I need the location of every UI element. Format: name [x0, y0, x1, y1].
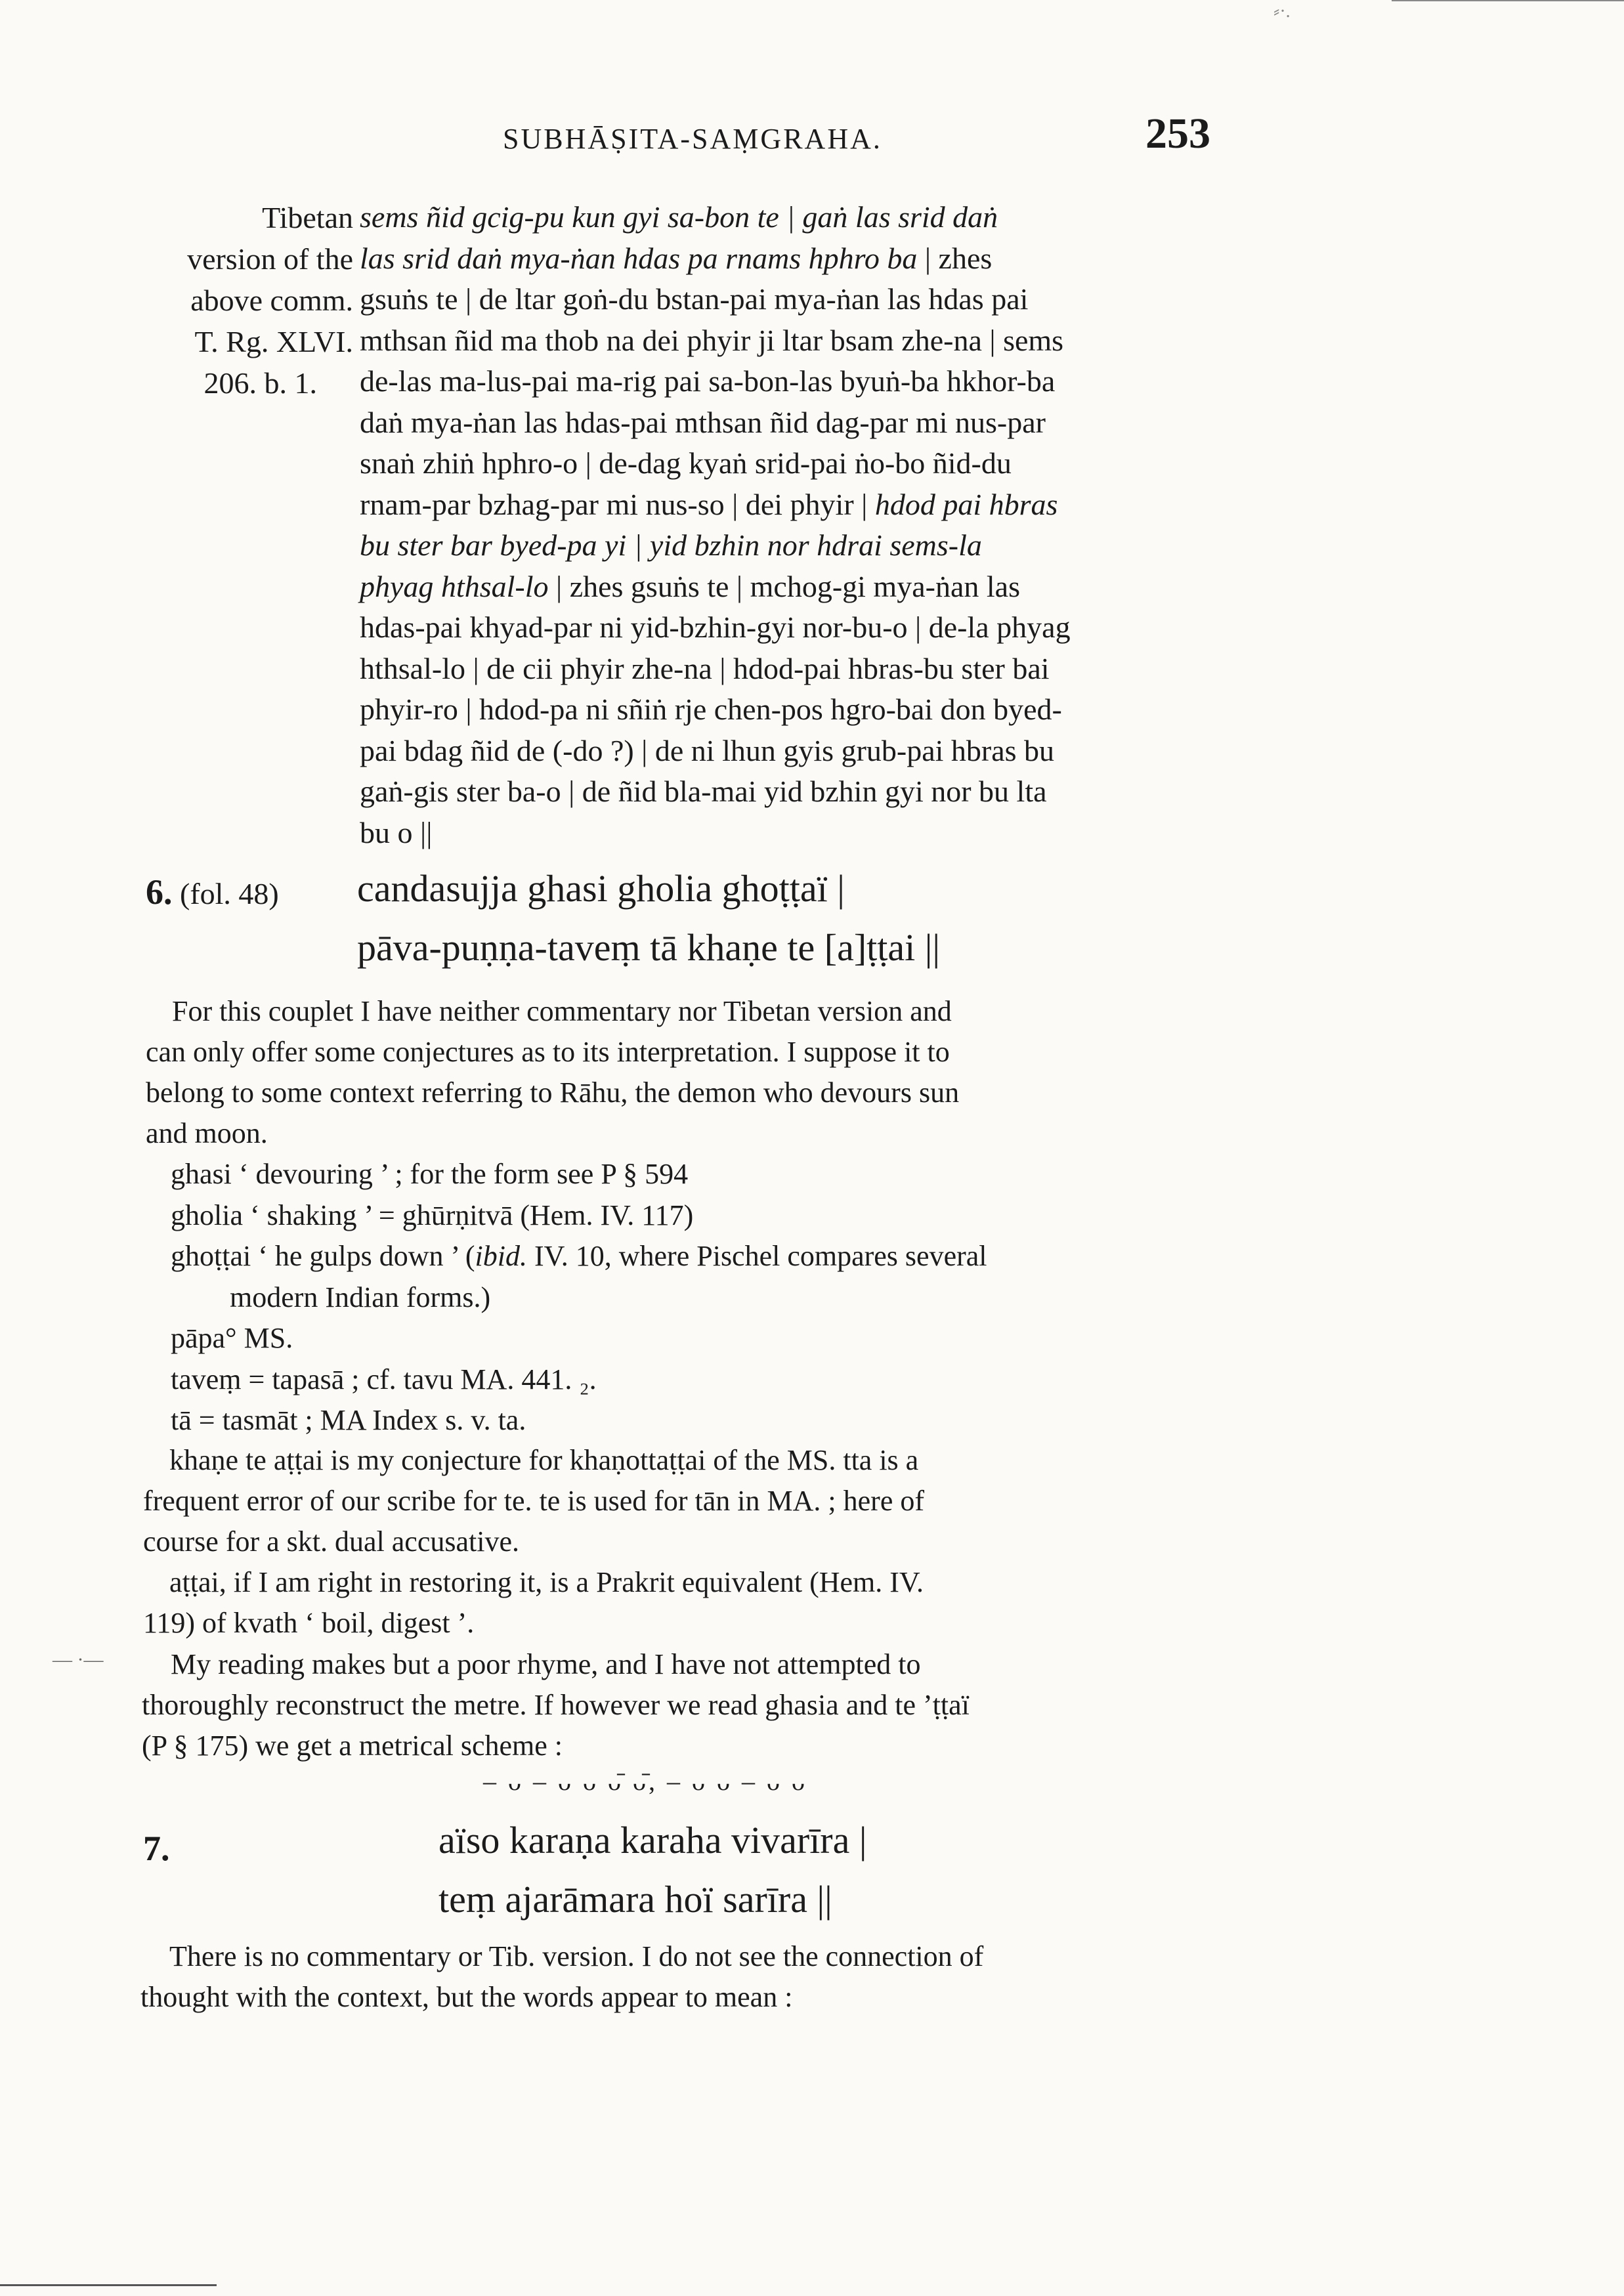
commentary-line [360, 689, 1213, 731]
commentary-run: las srid daṅ mya-ṅan hdas pa rnams hphro ba [360, 241, 918, 275]
commentary-run: pai bdag ñid de (-do ?) | de ni lhun gyis grub-pai hbras bu [360, 733, 1055, 767]
gloss-ghottai-ibid: ibid. [475, 1240, 527, 1272]
marginal-note-line: above comm. [190, 284, 353, 317]
commentary-line [360, 771, 1213, 813]
commentary-line [360, 238, 1213, 280]
commentary-run: daṅ mya-ṅan las hdas-pai mthsan ñid dag-par mi nus-par [360, 405, 1046, 439]
paragraph-line: 119) of kvath ‘ boil, digest ’. [143, 1607, 475, 1639]
commentary-run: gsuṅs te | de ltar goṅ-du bstan-pai mya-ṅan las hdas pai [360, 282, 1029, 316]
verse-7-line-1: aïso karaṇa karaha vivarīra | [438, 1819, 867, 1861]
commentary-run: | zhes [917, 241, 993, 275]
gloss-ghasi: ghasi ‘ devouring ’ ; for the form see P § 594 [171, 1158, 689, 1190]
gloss-ghottai-pre: ghoṭṭai ‘ he gulps down ’ ( [171, 1240, 475, 1272]
verse-7-line-2: teṃ ajarāmara hoï sarīra || [438, 1878, 832, 1921]
commentary-line [360, 525, 1213, 566]
commentary-run: | zhes gsuṅs te | mchog-gi mya-ṅan las [548, 569, 1020, 603]
paragraph-attai [143, 1562, 924, 1644]
commentary-run: de-las ma-lus-pai ma-rig pai sa-bon-las byuṅ-ba hkhor-ba [360, 364, 1056, 398]
commentary-run: hthsal-lo | de cii phyir zhe-na | hdod-pai hbras-bu ster bai [360, 651, 1050, 685]
commentary-run: phyir-ro | hdod-pa ni sñiṅ rje chen-pos hgro-bai don byed- [360, 692, 1062, 726]
commentary-run: mthsan ñid ma thob na dei phyir ji ltar bsam zhe-na | sems [360, 323, 1064, 357]
commentary-line [360, 279, 1213, 320]
paragraph-verse7-comment [140, 1936, 983, 2018]
paragraph-line: khaṇe te aṭṭai is my conjecture for khaṇottaṭṭai of the MS. tta is a [169, 1444, 919, 1476]
paragraph-line: thoroughly reconstruct the metre. If however we read ghasia and te ’ṭṭaï [142, 1689, 970, 1721]
gloss-list [171, 1154, 987, 1441]
paragraph-line: There is no commentary or Tib. version. I do not see the connection of [169, 1940, 984, 1972]
paragraph-line: frequent error of our scribe for te. te is used for tān in MA. ; here of [143, 1485, 925, 1517]
paragraph-line: (P § 175) we get a metrical scheme : [142, 1730, 563, 1762]
paragraph-line: course for a skt. dual accusative. [143, 1525, 519, 1558]
paragraph-line: can only offer some conjectures as to its interpretation. I suppose it to [146, 1036, 950, 1068]
commentary-line [360, 731, 1213, 772]
page-number: 253 [1145, 110, 1210, 158]
verse-6-line-1: candasujja ghasi gholia ghoṭṭaï | [357, 867, 845, 910]
verse-6-number: 6. [146, 872, 173, 912]
paragraph-line: For this couplet I have neither commentary nor Tibetan version and [172, 995, 952, 1027]
commentary-run: rnam-par bzhag-par mi nus-so | dei phyir | [360, 487, 875, 521]
paragraph-line: My reading makes but a poor rhyme, and I have not attempted to [171, 1648, 921, 1680]
scan-edge-top [1392, 0, 1624, 1]
commentary-run: phyag hthsal-lo [360, 569, 549, 603]
marginal-note-line: 206. b. 1. [203, 366, 317, 400]
scan-edge-bottom [0, 2284, 217, 2286]
gloss-tavem: taveṃ = tapasā ; cf. tavu MA. 441. ₂. [171, 1363, 597, 1395]
metrical-scheme: – ᴗ – ᴗ ᴗ ᴗ̄ ᴗ̄, – ᴗ ᴗ – ᴗ ᴗ [483, 1766, 807, 1796]
gloss-ghottai-post: IV. 10, where Pischel compares several [527, 1240, 987, 1272]
gloss-gholia: gholia ‘ shaking ’ = ghūrṇitvā (Hem. IV. 117) [171, 1199, 694, 1231]
commentary-line [360, 197, 1213, 238]
commentary-run: bu ster bar byed-pa yi | yid bzhin nor hdrai sems-la [360, 528, 982, 562]
commentary-run: hdod pai hbras [874, 487, 1058, 521]
paragraph-line: thought with the context, but the words appear to mean : [140, 1981, 793, 2013]
commentary-line [360, 443, 1213, 484]
gloss-ghottai-continuation: modern Indian forms.) [230, 1281, 491, 1313]
gloss-papa: pāpa° MS. [171, 1322, 293, 1354]
marginal-note [143, 197, 353, 404]
commentary-line [360, 402, 1213, 444]
marginal-note-line: T. Rg. XLVI. [194, 325, 353, 358]
paragraph-couplet-intro [146, 991, 959, 1154]
corner-mark: ⸗·. [1273, 1, 1291, 22]
tibetan-commentary [360, 197, 1213, 853]
paragraph-line: and moon. [146, 1117, 268, 1149]
commentary-line [360, 607, 1213, 648]
commentary-run: gaṅ-gis ster ba-o | de ñid bla-mai yid bzhin gyi nor bu lta [360, 775, 1047, 808]
paragraph-line: aṭṭai, if I am right in restoring it, is a Prakrit equivalent (Hem. IV. [169, 1566, 924, 1598]
verse-7-number: 7. [143, 1829, 170, 1868]
verse-6-label [146, 872, 279, 912]
paragraph-line: belong to some context referring to Rāhu, the demon who devours sun [146, 1076, 960, 1109]
paragraph-metre [142, 1644, 970, 1766]
commentary-run: hdas-pai khyad-par ni yid-bzhin-gyi nor-bu-o | de-la phyag [360, 610, 1071, 644]
gloss-ta: tā = tasmāt ; MA Index s. v. ta. [171, 1404, 526, 1436]
commentary-line [360, 484, 1213, 526]
commentary-line [360, 813, 1213, 854]
verse-6-folio: (fol. 48) [180, 877, 279, 910]
gloss-ghottai [171, 1236, 987, 1277]
margin-mark: — ·— [53, 1649, 104, 1670]
commentary-line [360, 320, 1213, 362]
commentary-line [360, 361, 1213, 402]
commentary-line [360, 566, 1213, 608]
verse-6-line-2: pāva-puṇṇa-taveṃ tā khaṇe te [a]ṭṭai || [357, 926, 940, 969]
paragraph-conjecture [143, 1440, 924, 1562]
commentary-run: bu o || [360, 815, 433, 849]
marginal-note-line: version of the [187, 242, 353, 276]
commentary-run: snaṅ zhiṅ hphro-o | de-dag kyaṅ srid-pai ṅo-bo ñid-du [360, 446, 1012, 480]
running-header: SUBHĀṢITA-SAṂGRAHA. [503, 123, 882, 155]
marginal-note-line: Tibetan [262, 201, 353, 234]
commentary-run: sems ñid gcig-pu kun gyi sa-bon te | gaṅ las srid daṅ [360, 200, 998, 234]
commentary-line [360, 648, 1213, 690]
